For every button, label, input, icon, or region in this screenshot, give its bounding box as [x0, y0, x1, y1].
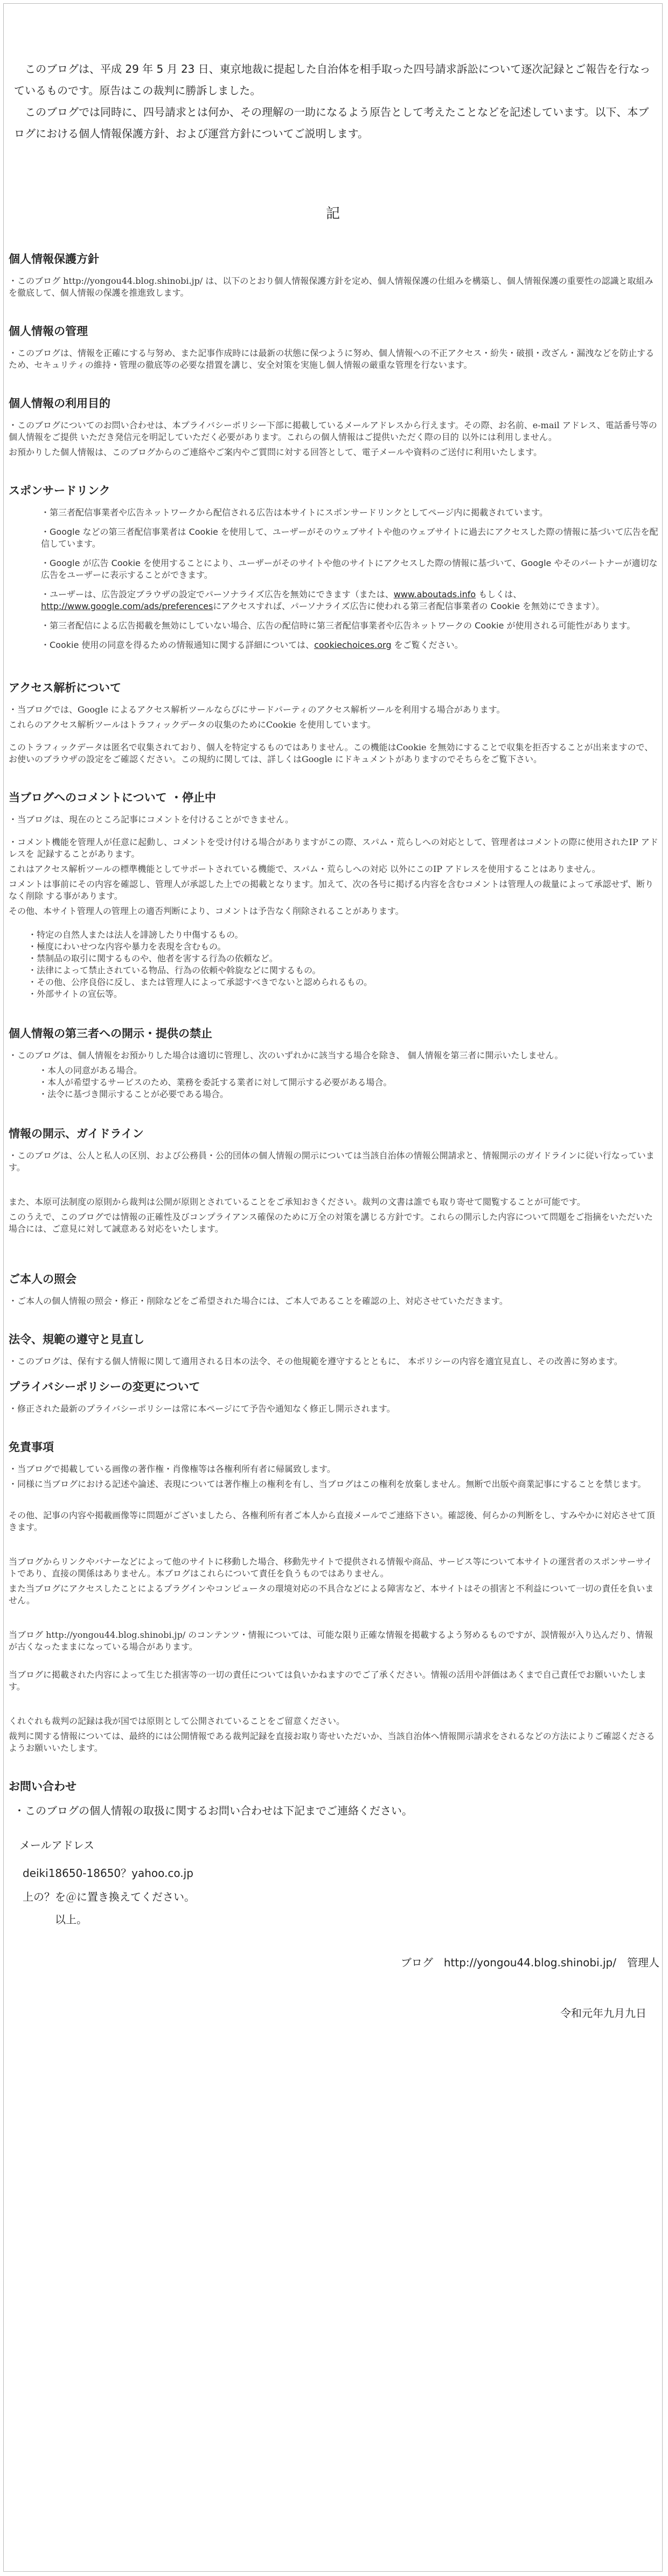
section-disclosure — [9, 1125, 659, 1235]
section-disclaimer — [9, 1439, 659, 1754]
section-title: 当ブログへのコメントについて ・停止中 — [9, 791, 216, 804]
section-text: ・ご本人の個人情報の照会・修正・削除などをご希望された場合には、ご本人であることを確認の上、対応させていただきます。 — [9, 1296, 508, 1306]
list-item: ・法律によって禁止されている物品、行為の依頼や斡旋などに関するもの。 — [28, 965, 321, 975]
section-title: 個人情報の利用目的 — [9, 397, 110, 410]
list-item: ・特定の自然人または法人を誹謗したり中傷するもの。 — [28, 930, 243, 940]
signature-date: 令和元年九月九日 — [560, 2007, 646, 2020]
list-item: ・Google が広告 Cookie を使用することにより、ユーザーがそのサイトや他のサイトにアクセスした際の情報に基づいて、Google やそのパートナーが適切な広告をユーザーに表示することができます。 — [41, 558, 658, 580]
section-sponsored-links — [9, 482, 659, 651]
section-text: これはアクセス解析ツールの標準機能としてサポートされている機能で、スパム・荒らしへの対応 以外にこのIP アドレスを使用することはありません。 — [9, 864, 601, 874]
section-compliance — [9, 1331, 659, 1367]
list-item: ・禁制品の取引に関するものや、他者を害する行為の依頼など。 — [28, 953, 278, 964]
section-text: その他、本サイト管理人の管理上の適否判断により、コメントは予告なく削除されることがあります。 — [9, 906, 404, 916]
section-text: このうえで、このブログでは情報の正確性及びコンプライアンス確保のために万全の対策を講じる方針です。これらの開示した内容について問題をご指摘をいただいた場合には、ご意見に対して誠意ある対応をいたします。 — [9, 1212, 653, 1234]
section-text: ・このブログは、公人と私人の区別、および公務員・公的団体の個人情報の開示については当該自治体の情報公開請求と、情報開示のガイドラインに従い行なっています。 — [9, 1150, 655, 1172]
section-text: ・このブログは、情報を正確にする与努め、また記事作成時には最新の状態に保つように努め、個人情報への不正アクセス・紛失・破損・改ざん・漏洩などを防止するため、セキュリティの維持・管理の徹底等の必要な措置を講じ、安全対策を実施し個人情報の厳重な管理を行ないます。 — [9, 348, 655, 370]
sponsor-list — [9, 507, 659, 651]
list-item: ・極度にわいせつな内容や暴力を表現を含むもの。 — [28, 941, 226, 952]
section-access-analysis — [9, 679, 659, 765]
section-text: ・コメント機能を管理人が任意に起動し、コメントを受け付ける場合がありますがこの際、スパム・荒らしへの対応として、管理者はコメントの際に使用されたIP アドレスを 記録することがあります。 — [9, 837, 658, 859]
section-text: 当ブログ http://yongou44.blog.shinobi.jp/ のコンテンツ・情報については、可能な限り正確な情報を掲載するよう努めるものですが、誤情報が入り込んだり、情報が古くなったままになっている場合があります。 — [9, 1630, 653, 1652]
intro — [9, 58, 659, 144]
section-text: このトラフィックデータは匿名で収集されており、個人を特定するものではありません。この機能はCookie を無効にすることで収集を拒否することが出来ますので、お使いのブラウザの設定をご確認ください。この規約に関しては、詳しくはGoogle にドキュメントがありますのでそちらをご覧下さい。 — [9, 742, 653, 764]
blog-signature: ブログ http://yongou44.blog.shinobi.jp/ 管理人 — [400, 1956, 659, 1969]
section-title: 法令、規範の遵守と見直し — [9, 1333, 144, 1346]
section-text: また当ブログにアクセスしたことによるプラグインやコンピュータの環境対応の不具合などによる障害など、本サイトはその損害と不利益について一切の責任を負いません。 — [9, 1583, 654, 1605]
section-text: ・このブログについてのお問い合わせは、本プライバシーポリシー下部に掲載しているメールアドレスから行えます。その際、お名前、e-mail アドレス、電話番号等の個人情報をご提供 いただき発信元を明記していただく必要があります。これらの個人情報はご提供いただく際の目的 以外には利用しません。 — [9, 420, 657, 442]
list-item: ・Google などの第三者配信事業者は Cookie を使用して、ユーザーがそのウェブサイトや他のウェブサイトに過去にアクセスした際の情報に基づいて広告を配信しています。 — [41, 527, 658, 549]
google-ads-preferences-link[interactable]: http://www.google.com/ads/preferences — [41, 601, 213, 611]
list-item: ・本人の同意がある場合。 — [39, 1065, 143, 1076]
section-text: ・このブログは、個人情報をお預かりした場合は適切に管理し、次のいずれかに該当する場合を除き、 個人情報を第三者に開示いたしません。 — [9, 1050, 563, 1060]
list-item: ・外部サイトの宣伝等。 — [28, 989, 122, 999]
intro-paragraph-1: このブログは、平成 29 年 5 月 23 日、東京地裁に提起した自治体を相手取った四号請求訴訟について逐次記録とご報告を行なっているものです。原告はこの裁判に勝訴しました。 — [14, 62, 651, 97]
section-title: ご本人の照会 — [9, 1273, 76, 1286]
section-text: ・このブログは、保有する個人情報に関して適用される日本の法令、その他規範を遵守するとともに、 本ポリシーの内容を適宜見直し、その改善に努めます。 — [9, 1356, 623, 1366]
section-text: ・このブログ http://yongou44.blog.shinobi.jp/ は、以下のとおり個人情報保護方針を定め、個人情報保護の仕組みを構築し、個人情報保護の重要性の認識と取組みを徹底して、個人情報の保護を推進致します。 — [9, 276, 653, 298]
list-item: ・法令に基づき開示することが必要である場合。 — [39, 1089, 229, 1099]
section-text: ・当ブログは、現在のところ記事にコメントを付けることができません。 — [9, 814, 294, 825]
section-text: 裁判に関する情報については、最終的には公開情報である裁判記録を直接お取り寄せいただいか、当該自治体へ情報開示請求をされるなどの方法によりご確認くださるようお願いいたします。 — [9, 1731, 655, 1753]
section-text: ・当ブログで掲載している画像の著作権・肖像権等は各権利所有者に帰属致します。 — [9, 1464, 336, 1474]
section-self-inquiry — [9, 1270, 659, 1307]
policy-page — [9, 58, 659, 2025]
mail-address[interactable]: deiki18650-18650？yahoo.co.jp — [23, 1867, 193, 1880]
text-fragment: ・ユーザーは、広告設定ブラウザの設定でパーソナライズ広告を無効にできます（または、 — [41, 589, 394, 599]
intro-paragraph-2: このブログでは同時に、四号請求とは何か、その理解の一助になるよう原告として考えたことなどを記述しています。以下、本ブログにおける個人情報保護方針、および運営方針についてご説明します。 — [14, 106, 649, 140]
section-text: その他、記事の内容や掲載画像等に問題がございましたら、各権利所有者ご本人から直接メールでご連絡下さい。確認後、何らかの判断をし、すみやかに対応させて頂きます。 — [9, 1510, 655, 1532]
section-title: 個人情報の管理 — [9, 325, 88, 338]
list-item: ・その他、公序良俗に反し、または管理人によって承認すべきでないと認められるもの。 — [28, 977, 373, 987]
text-fragment: にアクセスすれば、パーソナライズ広告に使われる第三者配信事業者の Cookie を無効にできます）。 — [213, 601, 605, 611]
list-item — [9, 639, 659, 651]
prohibited-list — [9, 929, 659, 1000]
section-text: これらのアクセス解析ツールはトラフィックデータの収集のためにCookie を使用しています。 — [9, 720, 376, 730]
section-privacy-policy — [9, 250, 659, 299]
exception-list — [9, 1065, 659, 1100]
section-title: 免責事項 — [9, 1441, 54, 1454]
section-text: お預かりした個人情報は、このブログからのご連絡やご案内やご質問に対する回答として、電子メールや資料のご送付に利用いたします。 — [9, 447, 542, 457]
text-fragment: ・Cookie 使用の同意を得るための情報通知に関する詳細については、 — [41, 640, 315, 650]
section-title: アクセス解析について — [9, 681, 121, 694]
section-title: 個人情報の第三者への開示・提供の禁止 — [9, 1027, 212, 1040]
text-fragment: もしくは、 — [476, 589, 522, 599]
section-title: お問い合わせ — [9, 1780, 76, 1793]
section-text: ・修正された最新のプライバシーポリシーは常に本ページにて予告や通知なく修正し開示されます。 — [9, 1404, 395, 1414]
section-text: ・当ブログでは、Google によるアクセス解析ツールならびにサードパーティのアクセス解析ツールを利用する場合があります。 — [9, 704, 505, 715]
list-item — [9, 589, 659, 612]
section-text: 当ブログに掲載された内容によって生じた損害等の一切の責任については負いかねますのでご了承ください。情報の活用や評価はあくまで自己責任でお願いいたします。 — [9, 1670, 646, 1692]
ki-heading: 記 — [325, 206, 342, 222]
closing: 以上。 — [55, 1913, 87, 1926]
section-policy-changes — [9, 1378, 659, 1415]
section-title: スポンサードリンク — [9, 484, 110, 497]
contact-text: ・このブログの個人情報の取扱に関するお問い合わせは下記までご連絡ください。 — [14, 1804, 413, 1817]
aboutads-link[interactable]: www.aboutads.info — [393, 589, 476, 599]
text-fragment: をご覧ください。 — [391, 640, 463, 650]
section-title: 個人情報保護方針 — [9, 253, 99, 266]
cookiechoices-link[interactable]: cookiechoices.org — [314, 640, 392, 650]
section-purpose — [9, 395, 659, 458]
mail-label: メールアドレス — [19, 1839, 94, 1852]
list-item: ・第三者配信による広告掲載を無効にしていない場合、広告の配信時に第三者配信事業者や広告ネットワークの Cookie が使用される可能性があります。 — [41, 620, 636, 631]
section-title: 情報の開示、ガイドライン — [9, 1127, 144, 1140]
section-text: コメントは事前にその内容を確認し、管理人が承認した上での掲載となります。加えて、次の各号に掲げる内容を含むコメントは管理人の裁量によって承認せず、断りなく削除 する事があります。 — [9, 879, 654, 901]
section-text: また、本原可法制度の原則から裁判は公開が原則とされていることをご承知おきください。裁判の文書は誰でも取り寄せて閲覧することが可能です。 — [9, 1197, 586, 1207]
section-title: プライバシーポリシーの変更について — [9, 1380, 200, 1393]
section-third-party — [9, 1025, 659, 1100]
mail-note: 上の？を＠に置き換えてください。 — [23, 1890, 195, 1903]
section-comments — [9, 789, 659, 1000]
list-item: ・第三者配信事業者や広告ネットワークから配信される広告は本サイトにスポンサードリンクとしてページ内に掲載されています。 — [41, 507, 548, 518]
section-contact — [9, 1778, 659, 2021]
section-management — [9, 323, 659, 371]
section-text: ・同様に当ブログにおける記述や論述、表現については著作権上の権利を有し、当ブログはこの権利を放棄しません。無断で出版や商業記事にすることを禁じます。 — [9, 1479, 646, 1489]
section-text: 当ブログからリンクやバナーなどによって他のサイトに移動した場合、移動先サイトで提供される情報や商品、サービス等について本サイトの運営者のスポンサーサイトであり、直接の関係はありません。本ブログはこれらについて責任を負うものではありません。 — [9, 1556, 652, 1579]
section-text: くれぐれも裁判の記録は我が国では原則として公開されていることをご留意ください。 — [9, 1716, 345, 1726]
list-item: ・本人が希望するサービスのため、業務を委託する業者に対して開示する必要がある場合。 — [39, 1077, 392, 1087]
